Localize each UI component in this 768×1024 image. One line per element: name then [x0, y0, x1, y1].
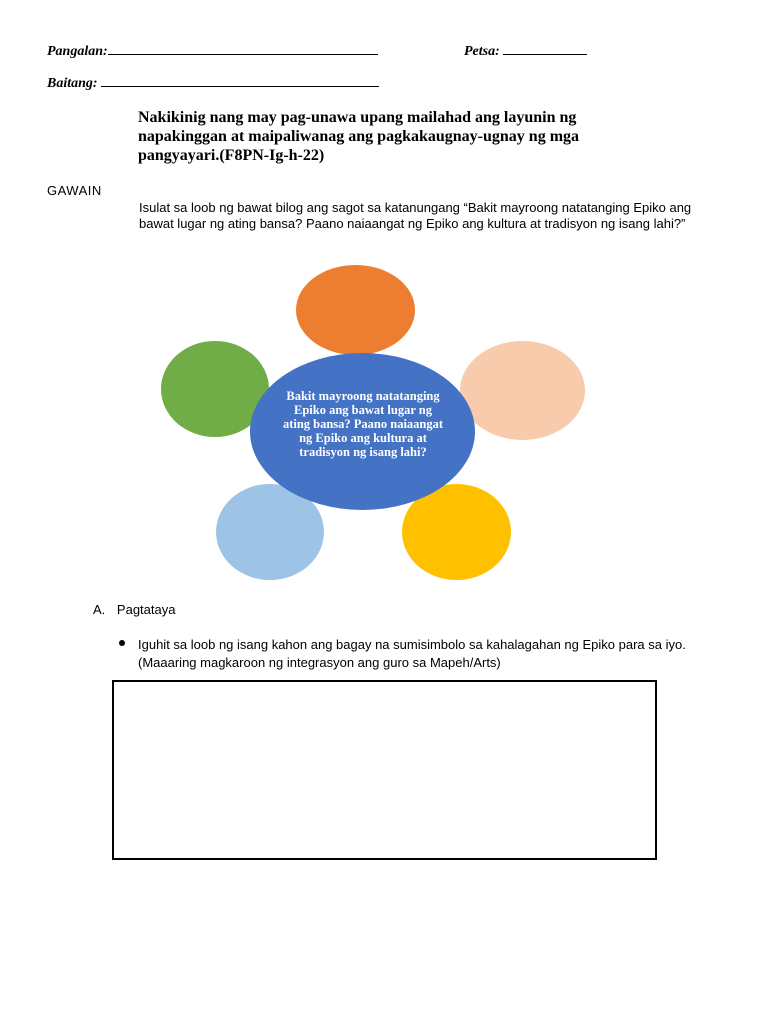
section-a-heading: [93, 602, 175, 617]
gawain-instruction: Isulat sa loob ng bawat bilog ang sagot sa katanungang “Bakit mayroong natatanging Epiko ang bawat lugar ng ating bansa? Paano naiaangat ng Epiko ang kultura at tradisyon ng isang lahi?”: [139, 200, 692, 231]
gawain-heading: GAWAIN: [47, 183, 102, 198]
center-question: Bakit mayroong natatanging Epiko ang bawat lugar ng ating bansa? Paano naiaangat ng Epiko ang kultura at tradisyon ng isang lahi?: [282, 389, 444, 459]
name-field[interactable]: [47, 44, 378, 60]
circle-right[interactable]: [460, 341, 585, 440]
section-a-label: A.: [93, 602, 106, 617]
circle-top[interactable]: [296, 265, 415, 355]
grade-field[interactable]: [47, 76, 379, 92]
drawing-instruction: Iguhit sa loob ng isang kahon ang bagay na sumisimbolo sa kahalagahan ng Epiko para sa iyo. (Maaaring magkaroon ng integrasyon ang guro sa Mapeh/Arts): [138, 637, 686, 670]
grade-label: Baitang:: [47, 76, 98, 91]
name-label: Pangalan:: [47, 44, 108, 59]
drawing-box[interactable]: [112, 680, 657, 860]
bullet-icon: [119, 640, 125, 646]
section-a-title: Pagtataya: [116, 602, 176, 617]
date-blank[interactable]: [503, 44, 587, 55]
page-title: Nakikinig nang may pag-unawa upang mailahad ang layunin ng napakinggan at maipaliwanag ang pagkakaugnay-ugnay ng mga pangyayari.(F8PN-Ig-h-22): [138, 109, 580, 164]
date-label: Petsa:: [464, 44, 500, 59]
date-field[interactable]: [464, 44, 587, 60]
name-blank[interactable]: [108, 44, 378, 55]
grade-blank[interactable]: [101, 76, 379, 87]
